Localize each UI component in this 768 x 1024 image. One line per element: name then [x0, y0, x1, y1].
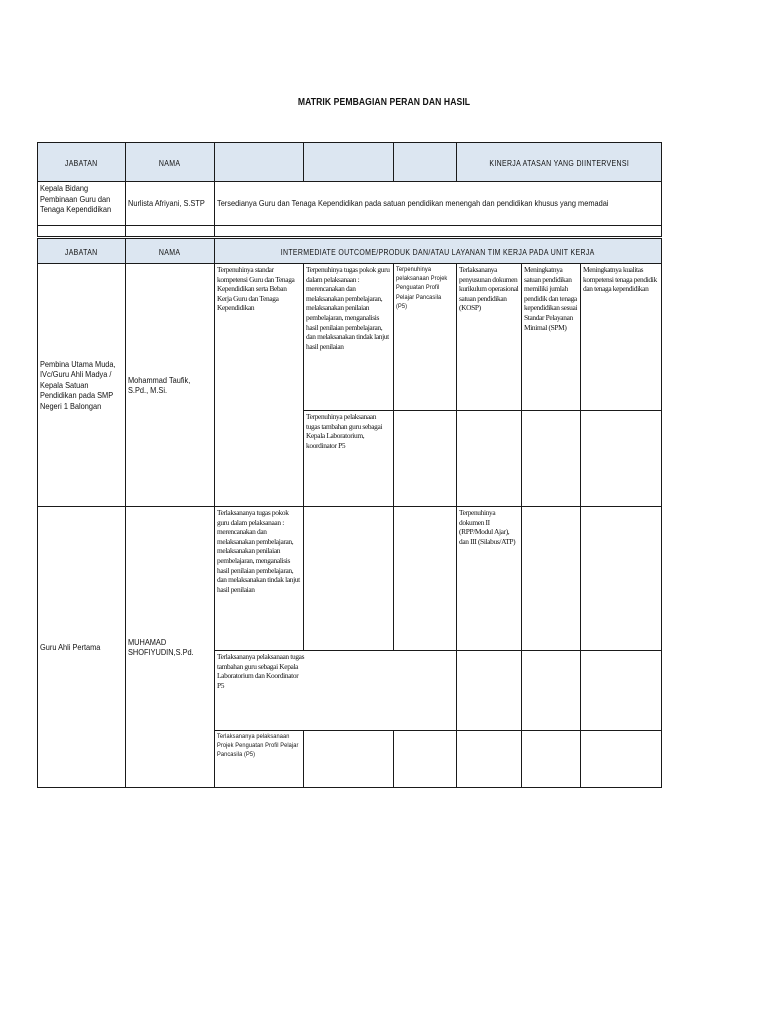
s2-empty-b2	[522, 651, 581, 731]
s2-empty-a2	[394, 507, 457, 651]
s2-empty-a4	[581, 507, 662, 651]
s2-empty-b1	[457, 651, 522, 731]
top-spacer-2	[126, 226, 215, 237]
s1-outcome-1: Terpenuhinya standar kompetensi Guru dan Tenaga Kependidikan serta Beban Kerja Guru dan Tenaga Kependidikan	[215, 264, 304, 507]
top-header-nama: NAMA	[126, 143, 215, 182]
s1-empty-2	[457, 411, 522, 507]
s1-empty-1	[394, 411, 457, 507]
s2-empty-a3	[522, 507, 581, 651]
s2-outcome-1: Terlaksananya tugas pokok guru dalam pelaksanaan : merencanakan dan melaksanakan pembelajaran, melaksanakan penilaian pembelajaran, menganalisis hasil penilaian pembelajaran, dan melaksanakan tindak lanjut hasil penilaian	[215, 507, 304, 651]
main-table	[37, 238, 662, 788]
document-title: MATRIK PEMBAGIAN PERAN DAN HASIL	[297, 96, 471, 108]
top-header-jabatan: JABATAN	[38, 143, 126, 182]
s1-outcome-4: Terlaksananya penyusunan dokumen kurikulum operasional satuan pendidikan (KOSP)	[457, 264, 522, 411]
s2-empty-c1	[304, 731, 394, 788]
top-header-kinerja: KINERJA ATASAN YANG DIINTERVENSI	[457, 143, 662, 182]
s2-outcome-4: Terpenuhinya dokumen II (RPP/Modul Ajar), dan III (Silabus/ATP)	[457, 507, 522, 651]
s1-outcome-2b: Terpenuhinya pelaksanaan tugas tambahan guru sebagai Kepala Laboratorium, koordinator P5	[304, 411, 394, 507]
top-table	[37, 142, 662, 237]
top-cell-nama: Nurlista Afriyani, S.STP	[126, 182, 215, 226]
top-header-blank-2	[304, 143, 394, 182]
s2-jabatan: Guru Ahli Pertama	[38, 507, 126, 788]
top-cell-jabatan: Kepala Bidang Pembinaan Guru dan Tenaga Kependidikan	[38, 182, 126, 226]
top-spacer-3	[215, 226, 662, 237]
top-header-blank-3	[394, 143, 457, 182]
s2-empty-a1	[304, 507, 394, 651]
s2-empty-b3	[581, 651, 662, 731]
top-header-blank-1	[215, 143, 304, 182]
s1-nama: Mohammad Taufik, S.Pd., M.Si.	[126, 264, 215, 507]
s1-outcome-6: Meningkatnya kualitas kompetensi tenaga pendidik dan tenaga kependidikan	[581, 264, 662, 411]
s2-nama: MUHAMAD SHOFIYUDIN,S.Pd.	[126, 507, 215, 788]
main-header-nama: NAMA	[126, 239, 215, 264]
main-header-jabatan: JABATAN	[38, 239, 126, 264]
top-cell-kinerja: Tersedianya Guru dan Tenaga Kependidikan pada satuan pendidikan menengah dan pendidikan khusus yang memadai	[215, 182, 662, 226]
s2-empty-c3	[457, 731, 522, 788]
s1-empty-4	[581, 411, 662, 507]
s1-empty-3	[522, 411, 581, 507]
s2-outcome-1b: Terlaksananya pelaksanaan tugas tambahan guru sebagai Kepala Laboratorium dan Koordinator P5	[215, 651, 457, 731]
s2-empty-c5	[581, 731, 662, 788]
s2-empty-c2	[394, 731, 457, 788]
s1-jabatan: Pembina Utama Muda, IVc/Guru Ahli Madya / Kepala Satuan Pendidikan pada SMP Negeri 1 Balongan	[38, 264, 126, 507]
s2-empty-c4	[522, 731, 581, 788]
s2-outcome-1c: Terlaksananya pelaksanaan Projek Penguatan Profil Pelajar Pancasila (P5)	[215, 731, 304, 788]
s1-outcome-3: Terpenuhinya pelaksanaan Projek Penguatan Profil Pelajar Pancasila (P5)	[394, 264, 457, 411]
main-header-outcome: INTERMEDIATE OUTCOME/PRODUK DAN/ATAU LAYANAN TIM KERJA PADA UNIT KERJA	[215, 239, 662, 264]
s1-outcome-2: Terpenuhinya tugas pokok guru dalam pelaksanaan : merencanakan dan melaksanakan pembelajaran, melaksanakan penilaian pembelajaran, menganalisis hasil penilaian pembelajaran, dan melaksanakan tindak lanjut hasil penilaian	[304, 264, 394, 411]
top-spacer-1	[38, 226, 126, 237]
s1-outcome-5: Meningkatnya satuan pendidikan memiliki jumlah pendidik dan tenaga kependidikan sesuai Standar Pelayanan Minimal (SPM)	[522, 264, 581, 411]
